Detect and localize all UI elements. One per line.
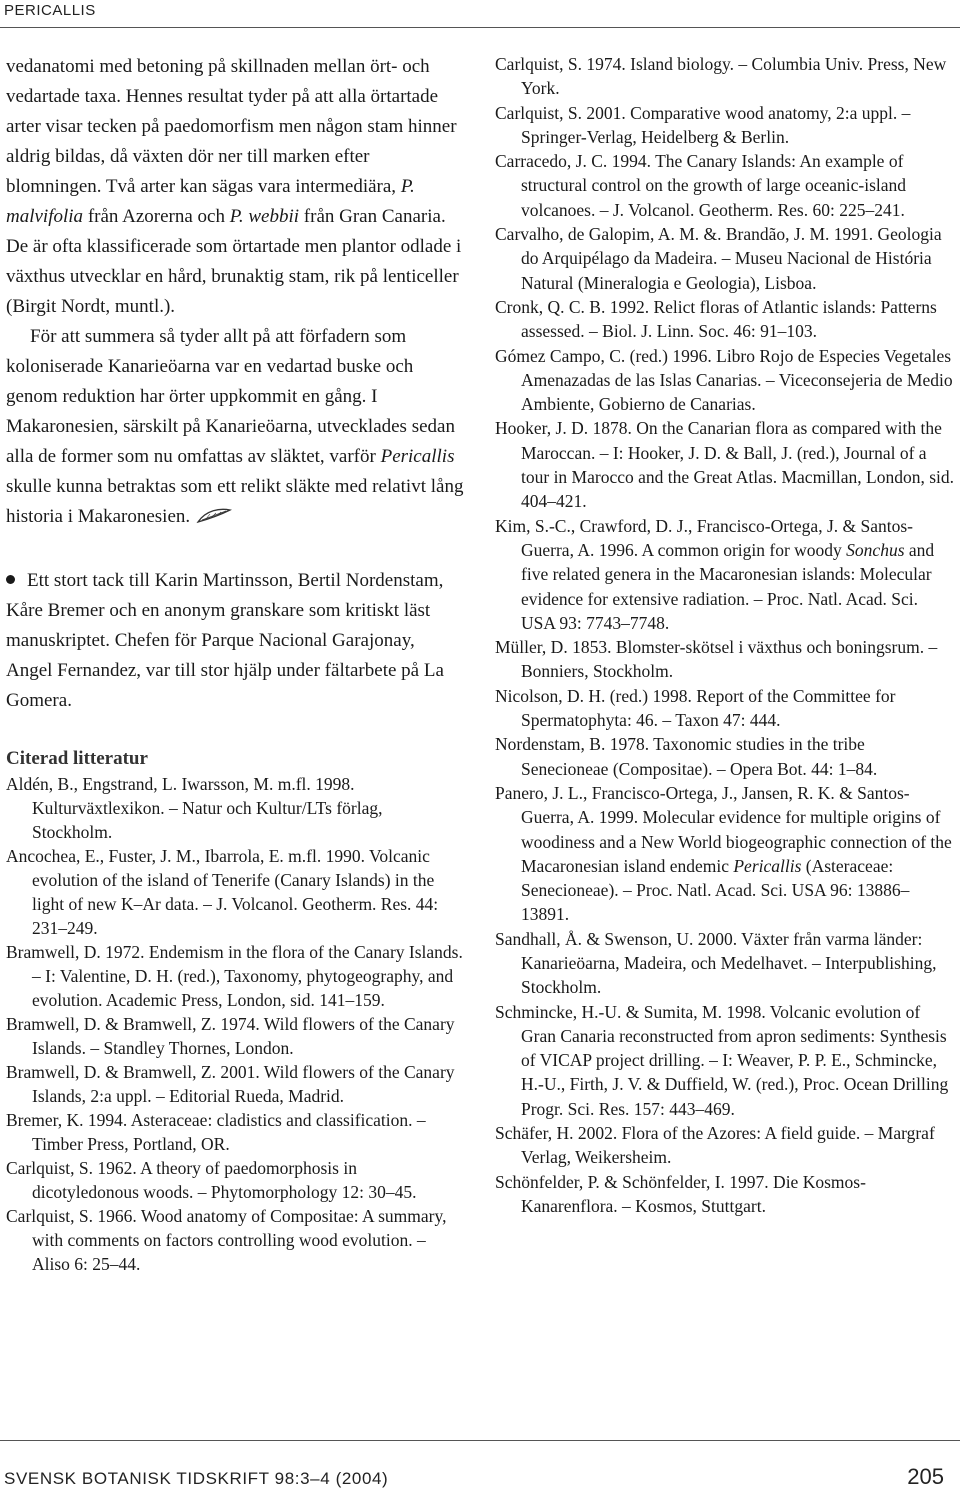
text-span: från Azorerna och: [83, 206, 230, 227]
reference-entry: Schäfer, H. 2002. Flora of the Azores: A field guide. – Margraf Verlag, Weikersheim.: [495, 1123, 935, 1168]
left-column: [6, 52, 464, 1276]
reference-entry: Schönfelder, P. & Schönfelder, I. 1997. Die Kosmos-Kanarenflora. – Kosmos, Stuttgart.: [495, 1171, 866, 1216]
body-paragraph-1: [6, 52, 464, 322]
reference-entry: Bramwell, D. 1972. Endemism in the flora of the Canary Islands. – I: Valentine, D. H. (red.), Taxonomy, phytogeography, and evolution. Academic Press, London, sid. 141–159.: [6, 942, 463, 1010]
reference-entry: Hooker, J. D. 1878. On the Canarian flora as compared with the Maroccan. – I: Hooker, J. D. & Ball, J. (red.), Journal of a tour in Marocco and the Great Atlas. Macmillan, London, sid. 404–421.: [495, 418, 955, 512]
reference-list-right: [495, 52, 955, 1218]
reference-entry: Carlquist, S. 2001. Comparative wood anatomy, 2:a uppl. – Springer-Verlag, Heidelberg & Berlin.: [495, 102, 911, 147]
reference-entry: Carlquist, S. 1962. A theory of paedomorphosis in dicotyledonous woods. – Phytomorphology 12: 30–45.: [6, 1158, 417, 1202]
header-rule: [0, 27, 960, 28]
reference-entry: Bramwell, D. & Bramwell, Z. 2001. Wild flowers of the Canary Islands, 2:a uppl. – Editorial Rueda, Madrid.: [6, 1062, 455, 1106]
reference-entry: Carlquist, S. 1966. Wood anatomy of Compositae: A summary, with comments on factors controlling wood evolution. – Aliso 6: 25–44.: [6, 1206, 447, 1274]
leaf-end-icon: [196, 508, 232, 524]
genus-name: Pericallis: [380, 446, 455, 467]
reference-entry: Carvalho, de Galopim, A. M. &. Brandão, J. M. 1991. Geologia do Arquipélago da Madeira. – Museu Nacional de História Natural (Mineralogia e Geologia), Lisboa.: [495, 224, 942, 293]
body-paragraph-2: [6, 322, 464, 532]
reference-entry: Ancochea, E., Fuster, J. M., Ibarrola, E. m.fl. 1990. Volcanic evolution of the island of Tenerife (Canary Islands) in the light of new K–Ar data. – J. Volcanol. Geotherm. Res. 44: 231–249.: [6, 846, 439, 938]
reference-entry: Nicolson, D. H. (red.) 1998. Report of the Committee for Spermatophyta: 46. – Taxon 47: 444.: [495, 685, 896, 731]
reference-entry: Aldén, B., Engstrand, L. Iwarsson, M. m.fl. 1998. Kulturväxtlexikon. – Natur och Kultur/LTs förlag, Stockholm.: [6, 774, 383, 842]
reference-entry: [495, 514, 955, 635]
bullet-icon: [6, 575, 15, 584]
text-span: (Asteraceae: Senecioneae). – Proc. Natl. Acad. Sci. USA 96: 13886–13891.: [521, 855, 910, 925]
right-column: [495, 52, 955, 1218]
reference-entry: Bramwell, D. & Bramwell, Z. 1974. Wild flowers of the Canary Islands. – Standley Thornes, London.: [6, 1014, 455, 1058]
journal-footer: SVENSK BOTANISK TIDSKRIFT 98:3–4 (2004): [4, 1469, 389, 1488]
footer-rule: [0, 1440, 960, 1441]
reference-entry: [495, 781, 955, 927]
text-span: Kim, S.-C., Crawford, D. J., Francisco-Ortega, J. & Santos-Guerra, A. 1996. A common origin for woody: [495, 515, 914, 560]
taxon-name: Sonchus: [846, 539, 905, 560]
references-heading: Citerad litteratur: [6, 748, 148, 769]
reference-entry: Bremer, K. 1994. Asteraceae: cladistics and classification. – Timber Press, Portland, OR.: [6, 1110, 426, 1154]
reference-entry: Nordenstam, B. 1978. Taxonomic studies in the tribe Senecioneae (Compositae). – Opera Bot. 44: 1–84.: [495, 734, 878, 779]
reference-entry: Carlquist, S. 1974. Island biology. – Columbia Univ. Press, New York.: [495, 54, 947, 99]
reference-entry: Gómez Campo, C. (red.) 1996. Libro Rojo de Especies Vegetales Amenazadas de las Islas Canarias. – Viceconsejeria de Medio Ambiente, Gobierno de Canarias.: [495, 345, 953, 415]
text-span: Panero, J. L., Francisco-Ortega, J., Jansen, R. K. & Santos-Guerra, A. 1999. Molecular evidence for multiple origins of woodiness and a New World biogeographic connection of the Macaronesian island endemic: [495, 782, 952, 876]
text-span: and five related genera in the Macaronesian islands: Molecular evidence for extensive radiation. – Proc. Natl. Acad. Sci. USA 93: 7743–7748.: [521, 539, 935, 633]
reference-list-left: [6, 772, 464, 1276]
reference-entry: Cronk, Q. C. B. 1992. Relict floras of Atlantic islands: Patterns assessed. – Biol. J. Linn. Soc. 46: 91–103.: [495, 296, 937, 342]
reference-entry: Müller, D. 1853. Blomster-skötsel i växthus och boningsrum. – Bonniers, Stockholm.: [495, 637, 938, 682]
species-name: P. webbii: [229, 206, 300, 227]
reference-entry: Schmincke, H.-U. & Sumita, M. 1998. Volcanic evolution of Gran Canaria reconstructed from apron sediments: Synthesis of VICAP project drilling. – I: Weaver, P. P. E., Schmincke, H.-U., Firth, J. V. & Duffield, W. (red.), Proc. Ocean Drilling Progr. Sci. Res. 157: 443–469.: [495, 1001, 949, 1119]
reference-entry: Carracedo, J. C. 1994. The Canary Islands: An example of structural control on the growth of large oceanic-island volcanoes. – J. Volcanol. Geotherm. Res. 60: 225–241.: [495, 151, 907, 220]
page-number: 205: [907, 1464, 944, 1489]
acknowledgement-text: Ett stort tack till Karin Martinsson, Bertil Nordenstam, Kåre Bremer och en anonym granskare som kritiskt läst manuskriptet. Chefen för Parque Nacional Garajonay, Angel Fernandez, var till stor hjälp under fältarbete på La Gomera.: [6, 570, 444, 711]
text-span: vedanatomi med betoning på skillnaden mellan ört- och vedartade taxa. Hennes resultat tyder på att alla örtartade arter visar tecken på paedomorfism men någon stam hinner aldrig bildas, då växten dör ner till marken efter blomningen. Två arter kan sägas vara intermediära,: [6, 56, 457, 197]
acknowledgement: [6, 566, 464, 716]
text-span: skulle kunna betraktas som ett relikt släkte med relativt lång historia i Makaronesien.: [6, 476, 464, 527]
reference-entry: Sandhall, Å. & Swenson, U. 2000. Växter från varma länder: Kanarieöarna, Madeira, och Medelhavet. – Interpublishing, Stockholm.: [495, 928, 937, 998]
text-span: För att summera så tyder allt på att förfadern som koloniserade Kanarieöarna var en vedartad buske och genom reduktion har örter uppkommit en gång. I Makaronesien, särskilt på Kanarieöarna, utvecklades sedan alla de former som nu omfattas av släktet, varför: [6, 326, 455, 467]
text-span: från Gran Canaria. De är ofta klassificerade som örtartade men plantor odlade i växthus utvecklar en hård, brunaktig stam, rik på lenticeller (Birgit Nordt, muntl.).: [6, 206, 462, 317]
running-head: PERICALLIS: [4, 2, 96, 19]
taxon-name: Pericallis: [733, 855, 802, 876]
species-name: P. malvifolia: [6, 176, 415, 227]
